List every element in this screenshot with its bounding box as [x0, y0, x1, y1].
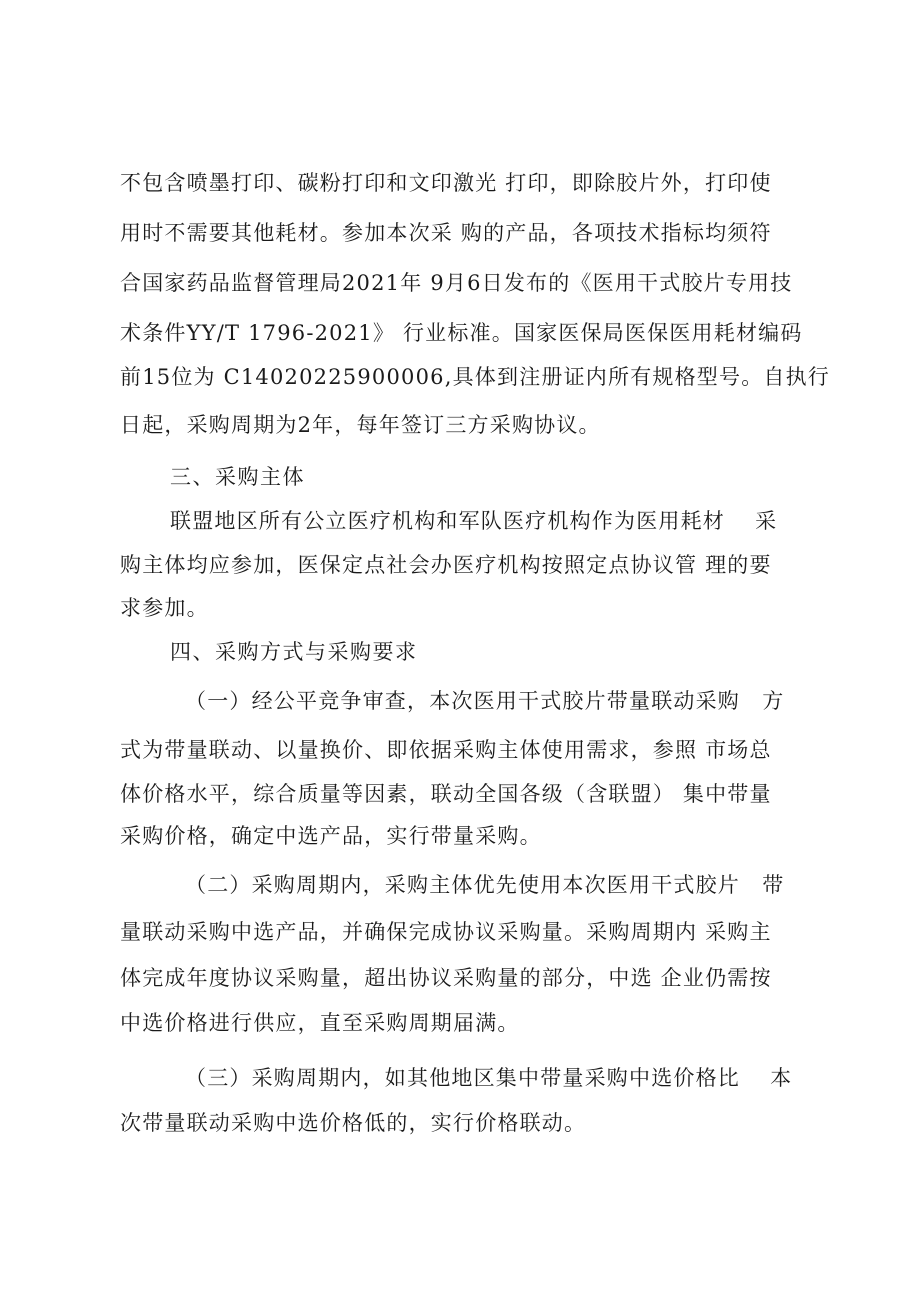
section4-item1-line-3: 体价格水平，综合质量等因素，联动全国各级（含联盟） 集中带量 [120, 782, 772, 806]
section4-item2-line-3: 体完成年度协议采购量，超出协议采购量的部分，中选 企业仍需按 [120, 966, 772, 990]
section4-heading: 四、采购方式与采购要求 [170, 640, 418, 664]
section4-item3-line-2: 次带量联动采购中选价格低的，实行价格联动。 [120, 1111, 587, 1135]
section4-item1-line-4: 采购价格，确定中选产品，实行带量采购。 [120, 824, 542, 848]
section3-line-2: 购主体均应参加，医保定点社会办医疗机构按照定点协议管 理的要 [120, 553, 772, 577]
para1-line-4: 术条件YY/T 1796-2021》 行业标准。国家医保局医保医用耗材编码 [120, 321, 803, 345]
section3-line-1: 联盟地区所有公立医疗机构和军队医疗机构作为医用耗材 采 [170, 509, 778, 533]
para1-line-5: 前15位为 C14020225900006,具体到注册证内所有规格型号。自执行 [120, 365, 830, 389]
para1-line-1: 不包含喷墨打印、碳粉打印和文印激光 打印，即除胶片外，打印使 [120, 171, 772, 195]
para1-line-6: 日起，采购周期为2年，每年签订三方采购协议。 [120, 413, 601, 437]
section4-item3-line-1: （三）采购周期内，如其他地区集中带量采购中选价格比 本 [185, 1066, 793, 1090]
section4-item2-line-2: 量联动采购中选产品，并确保完成协议采购量。采购周期内 采购主 [120, 920, 772, 944]
para1-line-2: 用时不需要其他耗材。参加本次采 购的产品，各项技术指标均须符 [120, 221, 772, 245]
section3-line-3: 求参加。 [120, 596, 209, 620]
section4-item2-line-1: （二）采购周期内，采购主体优先使用本次医用干式胶片 带 [185, 873, 785, 897]
section3-heading: 三、采购主体 [170, 465, 305, 489]
para1-line-3: 合国家药品监督管理局2021年 9月6日发布的《医用干式胶片专用技 [120, 271, 793, 295]
section4-item1-line-2: 式为带量联动、以量换价、即依据采购主体使用需求，参照 市场总 [120, 738, 772, 762]
section4-item1-line-1: （一）经公平竞争审查，本次医用干式胶片带量联动采购 方 [185, 689, 785, 713]
section4-item2-line-4: 中选价格进行供应，直至采购周期届满。 [120, 1011, 520, 1035]
